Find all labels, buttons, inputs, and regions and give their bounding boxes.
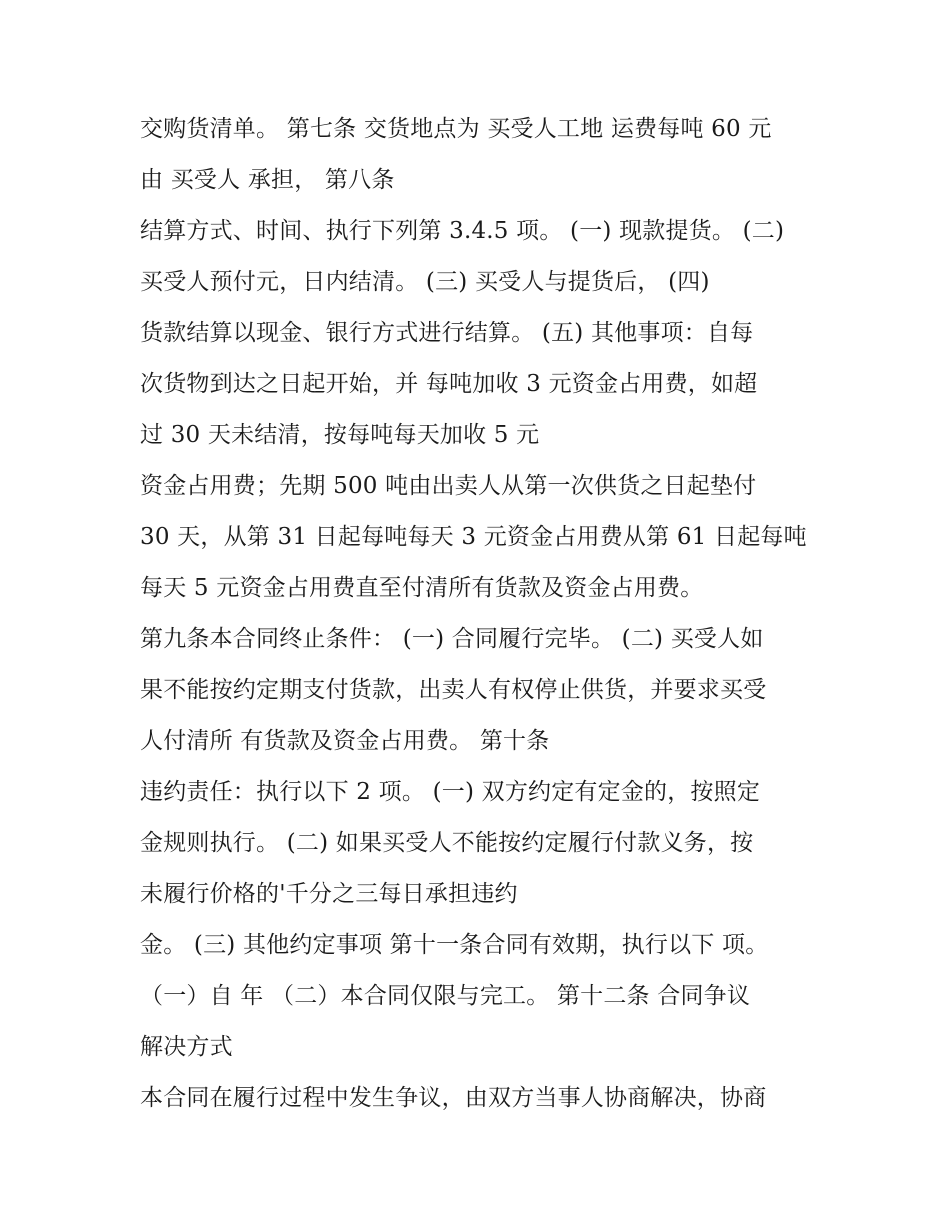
text-line: 次货物到达之日起开始，并 每吨加收 3 元资金占用费，如超 bbox=[140, 371, 758, 397]
text-line: 交购货清单。 第七条 交货地点为 买受人工地 运费每吨 60 元 bbox=[140, 116, 772, 142]
text-line: 30 天，从第 31 日起每吨每天 3 元资金占用费从第 61 日起每吨 bbox=[140, 524, 807, 550]
text-line: 第九条本合同终止条件： (一) 合同履行完毕。 (二) 买受人如 bbox=[140, 626, 764, 652]
text-line: 资金占用费；先期 500 吨由出卖人从第一次供货之日起垫付 bbox=[140, 473, 757, 499]
text-line: 货款结算以现金、银行方式进行结算。 (五) 其他事项：自每 bbox=[140, 320, 754, 346]
text-line: 每天 5 元资金占用费直至付清所有货款及资金占用费。 bbox=[140, 575, 704, 601]
text-line: 本合同在履行过程中发生争议，由双方当事人协商解决，协商 bbox=[140, 1085, 767, 1111]
text-line: 结算方式、时间、执行下列第 3.4.5 项。 (一) 现款提货。 (二) bbox=[140, 218, 785, 244]
text-line: 果不能按约定期支付货款，出卖人有权停止供货，并要求买受 bbox=[140, 677, 767, 703]
text-line: 未履行价格的'千分之三每日承担违约 bbox=[140, 881, 518, 907]
text-line: 解决方式 bbox=[140, 1034, 233, 1060]
text-line: （一）自 年 （二）本合同仅限与完工。 第十二条 合同争议 bbox=[140, 983, 751, 1009]
text-line: 违约责任：执行以下 2 项。 (一) 双方约定有定金的，按照定 bbox=[140, 779, 761, 805]
text-line: 金。 (三) 其他约定事项 第十一条合同有效期，执行以下 项。 bbox=[140, 932, 769, 958]
text-line: 人付清所 有货款及资金占用费。 第十条 bbox=[140, 728, 550, 754]
text-line: 买受人预付元，日内结清。 (三) 买受人与提货后， (四) bbox=[140, 269, 710, 295]
text-line: 过 30 天未结清，按每吨每天加收 5 元 bbox=[140, 422, 540, 448]
text-line: 金规则执行。 (二) 如果买受人不能按约定履行付款义务，按 bbox=[140, 830, 754, 856]
contract-text bbox=[140, 104, 830, 1124]
text-line: 由 买受人 承担， 第八条 bbox=[140, 167, 395, 193]
